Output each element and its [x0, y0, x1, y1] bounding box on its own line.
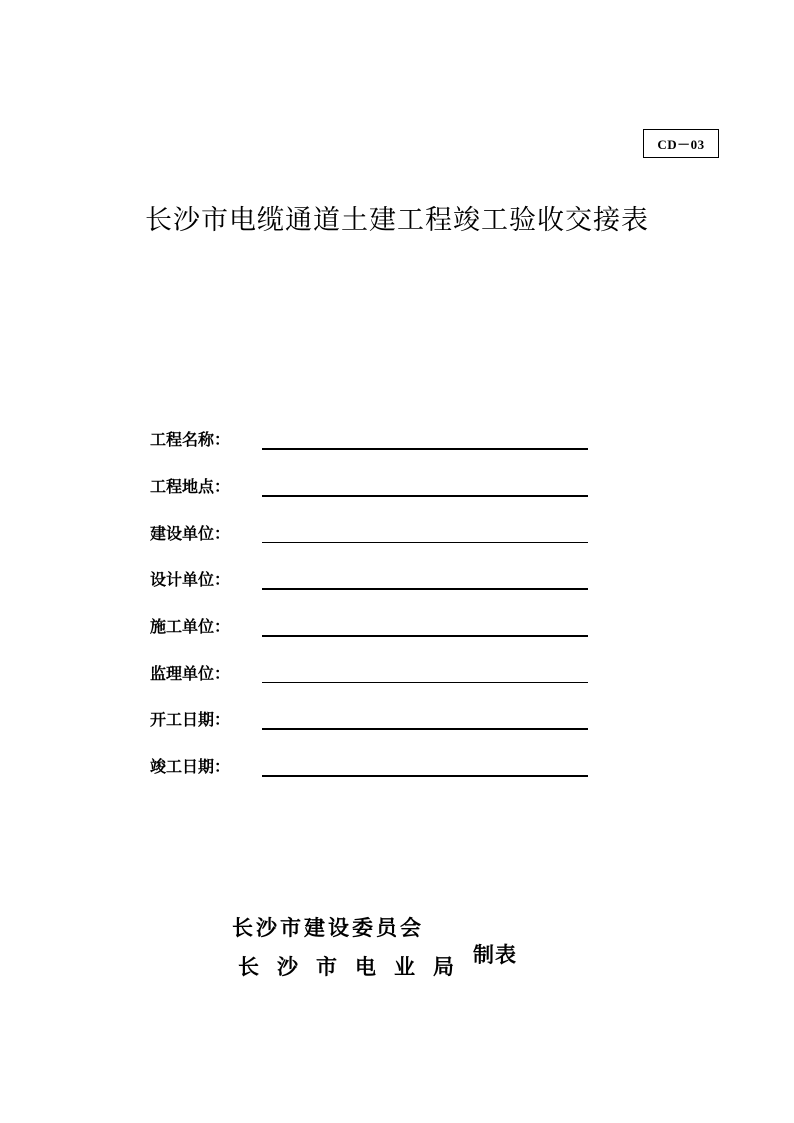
- field-label: 建设单位：: [150, 524, 231, 543]
- field-input-line[interactable]: [262, 682, 588, 683]
- issuer-line-2: 长沙市电业局: [238, 954, 472, 979]
- field-label: 工程名称：: [150, 430, 231, 449]
- field-input-line[interactable]: [262, 728, 588, 730]
- field-completion-date: [150, 756, 590, 780]
- field-design-unit: [150, 569, 590, 593]
- field-input-line[interactable]: [262, 775, 588, 777]
- field-project-name: [150, 429, 590, 453]
- field-construction-unit: [150, 523, 590, 547]
- field-project-location: [150, 476, 590, 500]
- field-label: 监理单位：: [150, 664, 231, 683]
- field-label: 施工单位：: [150, 617, 231, 636]
- field-label: 工程地点：: [150, 477, 231, 496]
- document-title: 长沙市电缆通道土建工程竣工验收交接表: [145, 205, 649, 236]
- field-input-line[interactable]: [262, 448, 588, 450]
- field-start-date: [150, 709, 590, 733]
- form-code-box: [643, 129, 719, 158]
- field-input-line[interactable]: [262, 495, 588, 497]
- field-builder-unit: [150, 616, 590, 640]
- field-input-line[interactable]: [262, 542, 588, 543]
- field-label: 设计单位：: [150, 570, 231, 589]
- field-label: 竣工日期：: [150, 757, 231, 776]
- field-label: 开工日期：: [150, 710, 231, 729]
- issuer-line-1: 长沙市建设委员会: [232, 915, 424, 940]
- issuer-suffix: 制表: [473, 942, 517, 967]
- form-code: CD－03: [657, 137, 705, 152]
- field-input-line[interactable]: [262, 635, 588, 637]
- field-input-line[interactable]: [262, 588, 588, 590]
- field-supervision-unit: [150, 663, 590, 687]
